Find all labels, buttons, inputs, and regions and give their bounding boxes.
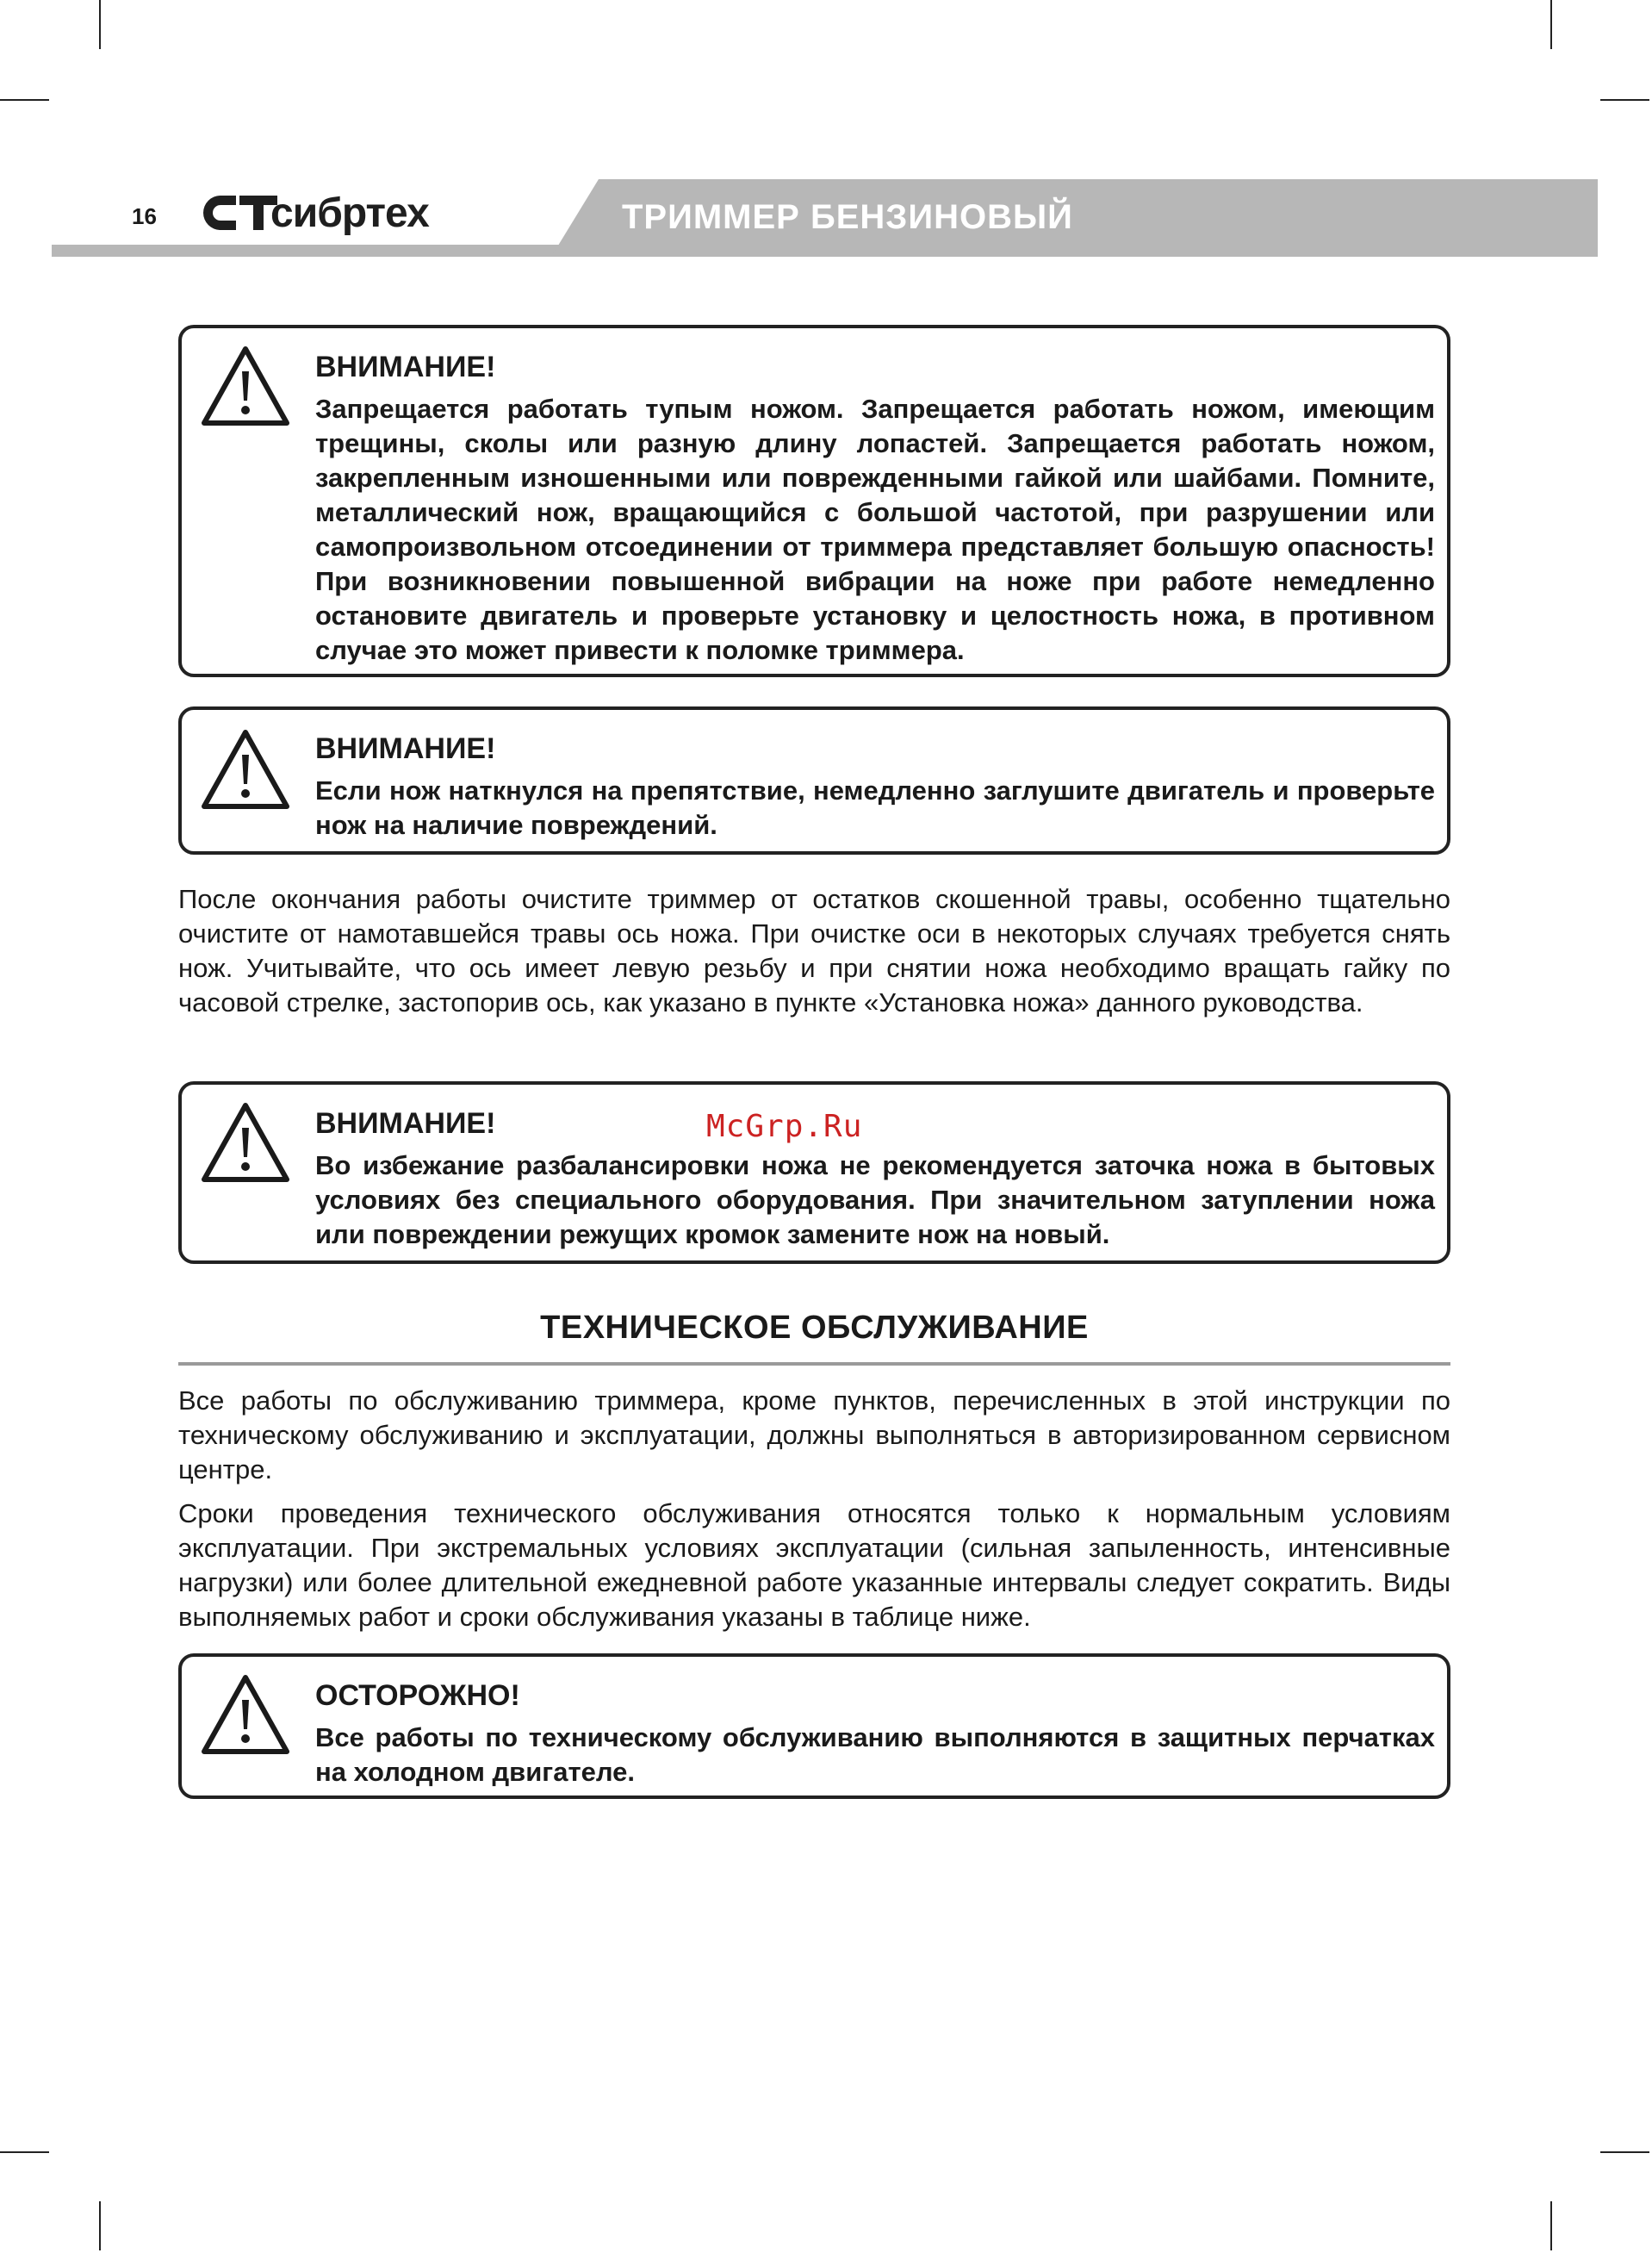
warning-text: Запрещается работать тупым ножом. Запрещается работать ножом, имеющим трещины, сколы или разную длину лопастей. Запрещается работать ножом, закрепленным изношенными или поврежденными гайкой или шайбами. Помните, металлический нож, вращающийся с большой частотой, при разрушении или самопроизвольном отсоединении от триммера представляет большую опасность! При возникновении повышенной вибрации на ноже при работе немедленно остановите двигатель и проверьте установку и целостность ножа, в противном случае это может привести к поломке триммера. (315, 394, 1435, 665)
warning-title: ВНИМАНИЕ! (315, 1107, 496, 1140)
warning-title: ВНИМАНИЕ! (315, 351, 496, 383)
warning-triangle-icon (199, 727, 292, 812)
section-divider (178, 1362, 1450, 1366)
watermark: McGrp.Ru (706, 1109, 863, 1144)
crop-mark (1600, 2151, 1649, 2153)
maintenance-paragraph: Все работы по обслуживанию триммера, кроме пунктов, перечисленных в этой инструкции по техническому обслуживанию и эксплуатации, должны выполняться в авторизированном сервисном центре. (178, 1385, 1450, 1484)
crop-mark (1550, 0, 1552, 49)
warning-triangle-icon (199, 1672, 292, 1757)
page-number: 16 (132, 203, 157, 229)
maintenance-paragraph: Сроки проведения технического обслуживания относятся только к нормальным условиям эксплуатации. При экстремальных условиях эксплуатации (сильная запыленность, интенсивные нагрузки) или более длительной ежедневной работе указанные интервалы следует сократить. Виды выполняемых работ и сроки обслуживания указаны в таблице ниже. (178, 1498, 1450, 1632)
crop-mark (99, 2201, 101, 2250)
warning-box (178, 706, 1450, 855)
crop-mark (0, 2151, 49, 2153)
warning-text: Все работы по техническому обслуживанию выполняются в защитных перчатках на холодном двигателе. (315, 1722, 1435, 1787)
warning-triangle-icon (199, 344, 292, 428)
warning-box (178, 325, 1450, 677)
section-heading: ТЕХНИЧЕСКОЕ ОБСЛУЖИВАНИЕ (540, 1310, 1089, 1346)
header-title: ТРИММЕР БЕНЗИНОВЫЙ (622, 198, 1073, 236)
warning-title: ОСТОРОЖНО! (315, 1679, 520, 1712)
cleaning-paragraph: После окончания работы очистите триммер от остатков скошенной травы, особенно тщательно очистите от намотавшейся травы ось ножа. При очистке оси в некоторых случаях требуется снять нож. Учитывайте, что ось имеет левую резьбу и при снятии ножа необходимо вращать гайку по часовой стрелке, застопорив ось, как указано в пункте «Установка ножа» данного руководства. (178, 884, 1450, 1018)
crop-mark (1550, 2201, 1552, 2250)
warning-box (178, 1653, 1450, 1799)
brand-name: сибртех (270, 190, 429, 236)
brand-logo (195, 188, 470, 240)
crop-mark (99, 0, 101, 49)
warning-triangle-icon (199, 1100, 292, 1185)
warning-text: Во избежание разбалансировки ножа не рекомендуется заточка ножа в бытовых условиях без специального оборудования. При значительном затуплении ножа или повреждении режущих кромок замените нож на новый. (315, 1150, 1435, 1249)
warning-text: Если нож наткнулся на препятствие, немедленно заглушите двигатель и проверьте нож на наличие повреждений. (315, 775, 1435, 840)
sibrtech-logo-icon (195, 191, 281, 234)
warning-title: ВНИМАНИЕ! (315, 732, 496, 765)
crop-mark (0, 99, 49, 101)
crop-mark (1600, 99, 1649, 101)
